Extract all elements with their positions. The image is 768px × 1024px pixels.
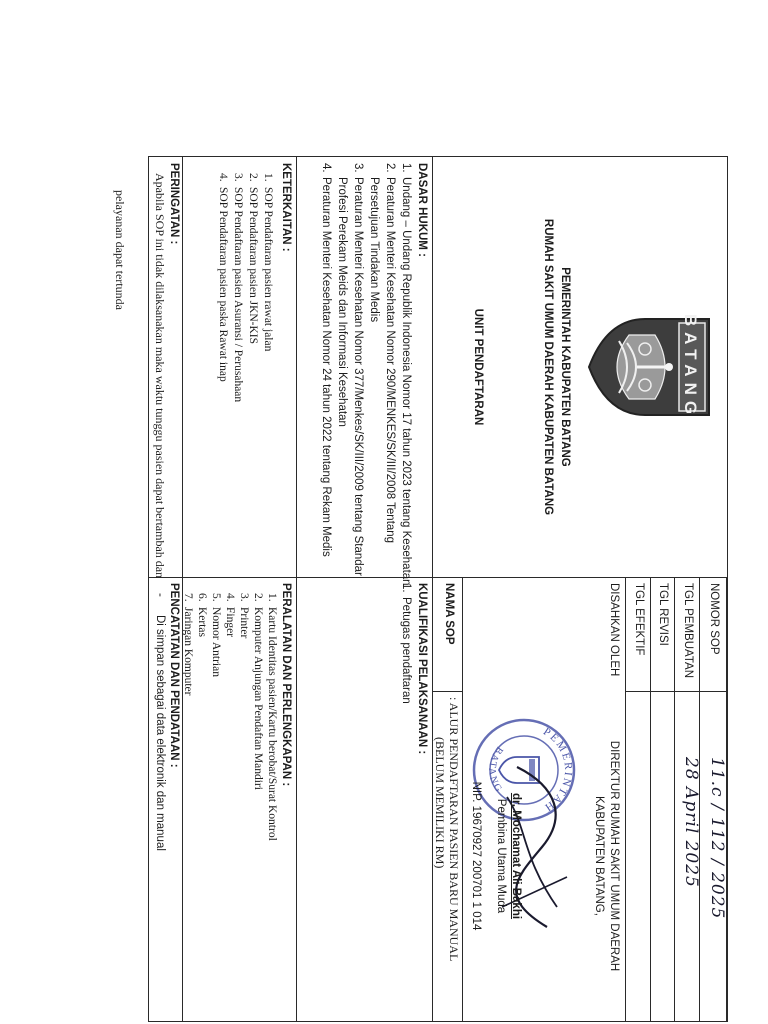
keterkaitan-item-4: 4.SOP Pendaftaran pasien paska Rawat inap: [217, 173, 229, 382]
peringatan-line-2: pelayanan dapat tertunda: [113, 190, 127, 310]
meta-label-nomor: NOMOR SOP: [708, 583, 720, 655]
peringatan-title: PERINGATAN :: [168, 163, 180, 245]
section-line-1: [432, 157, 433, 1021]
stamp-bottom-text: BATANG: [486, 744, 505, 796]
meta-label-efektif: TGL EFEKTIF: [633, 583, 645, 656]
peralatan-item-6: 6.Kertas: [196, 593, 208, 638]
section-line-2: [296, 157, 297, 1021]
pencatatan-item-1: -Di simpan sebagai data elektronik dan manual: [154, 593, 166, 851]
sop-name-line1: : ALUR PENDAFTARAN PASIEN BARU MANUAL: [447, 697, 461, 962]
meta-value-nomor: 11.c / 112 / 2025: [707, 757, 727, 920]
dasar-hukum-item-2-cont: Persetujuan Tindakan Medis: [368, 177, 380, 323]
center-divider: [149, 577, 727, 578]
director-rank: Pembina Utama Muda: [495, 798, 507, 914]
meta-row-line-3: [650, 577, 651, 1021]
peralatan-title: PERALATAN DAN PERLENGKAPAN :: [280, 583, 292, 787]
pencatatan-title: PENCATATAN DAN PENDATAAN :: [168, 583, 180, 768]
sop-name-label: NAMA SOP: [443, 583, 455, 645]
director-nip: NIP. 19670927 200701 1 014: [470, 781, 482, 931]
sop-name-divider: [433, 691, 463, 692]
dasar-hukum-item-4: 4.Peraturan Menteri Kesehatan Nomor 24 tahun 2022 tentang Rekam Medis: [320, 163, 332, 557]
director-name: dr. Mochamat Ali Bakhi: [510, 792, 522, 920]
peralatan-item-4: 4.Finger: [224, 593, 236, 638]
batang-logo-icon: [585, 313, 715, 421]
meta-value-pembuatan: 28 April 2025: [681, 757, 701, 888]
sop-name-line2: (BELUM MEMILIKI RM): [433, 737, 447, 869]
hospital-title: RUMAH SAKIT UMUM DAERAH KABUPATEN BATANG: [542, 218, 554, 516]
peralatan-item-5: 5.Nomor Antrian: [210, 593, 222, 677]
peralatan-item-1: 1.Kartu Identitas pasien/Kartu berobat/Surat Kontrol: [266, 593, 278, 841]
kualifikasi-title: KUALIFIKASI PELAKSANAAN :: [416, 583, 428, 755]
kualifikasi-item-1: 1.Petugas pendaftaran: [400, 583, 412, 704]
unit-title: UNIT PENDAFTARAN: [472, 308, 484, 426]
peringatan-continuation-holder: [113, 190, 141, 390]
meta-label-divider: [626, 691, 727, 692]
dasar-hukum-item-1: 1.Undang – Undang Republik Indonesia Nomor 17 tahun 2023 tentang Kesehatan: [400, 163, 412, 586]
document-frame: [148, 156, 728, 1022]
director-line2: KABUPATEN BATANG,: [593, 796, 605, 916]
keterkaitan-item-3: 3.SOP Pendaftaran pasien Asuransi / Perusahaan: [232, 173, 244, 403]
section-line-3: [182, 157, 183, 1021]
dasar-hukum-title: DASAR HUKUM :: [416, 163, 428, 257]
logo-text: BATANG: [681, 313, 700, 421]
sop-document-sheet: [148, 156, 728, 1022]
sop-name-line: [462, 577, 463, 1021]
peralatan-item-2: 2.Komputer Anjungan Pendaftan Mandiri: [252, 593, 264, 791]
gov-title: PEMERINTAH KABUPATEN BATANG: [559, 267, 571, 467]
dasar-hukum-item-3-cont: Profesi Perekam Meids dan Informasi Kesehatan: [336, 177, 348, 427]
peringatan-line-1: Apabila SOP ini tidak dilaksanakan maka waktu tunggu pasien dapat bertambah dan: [153, 173, 167, 579]
keterkaitan-title: KETERKAITAN :: [280, 163, 292, 252]
dasar-hukum-item-2: 2.Peraturan Menteri Kesehatan Nomor 290/MENKES/SK/III/2008 Tentang: [384, 163, 396, 544]
keterkaitan-item-2: 2.SOP Pendaftaran pasien JKN-KIS: [247, 173, 259, 345]
meta-row-line-4: [625, 577, 626, 1021]
meta-label-pembuatan: TGL PEMBUATAN: [682, 583, 694, 678]
stamp-top-text: PEMERINTAH: [541, 725, 575, 815]
peralatan-item-7: 7.Jaringan Komputer: [182, 593, 194, 696]
keterkaitan-item-1: 1.SOP Pendaftaran pasien rawat jalan: [262, 173, 274, 352]
dasar-hukum-item-3: 3.Peraturan Menteri Kesehatan Nomor 377/Menkes/SK/III/2009 tentang Standar: [352, 163, 364, 576]
meta-row-line-2: [674, 577, 675, 1021]
meta-label-disahkan: DISAHKAN OLEH: [608, 583, 620, 677]
meta-label-revisi: TGL REVISI: [657, 583, 669, 646]
director-line1: DIREKTUR RUMAH SAKIT UMUM DAERAH: [608, 740, 620, 972]
peralatan-item-3: 3.Printer: [238, 593, 250, 639]
